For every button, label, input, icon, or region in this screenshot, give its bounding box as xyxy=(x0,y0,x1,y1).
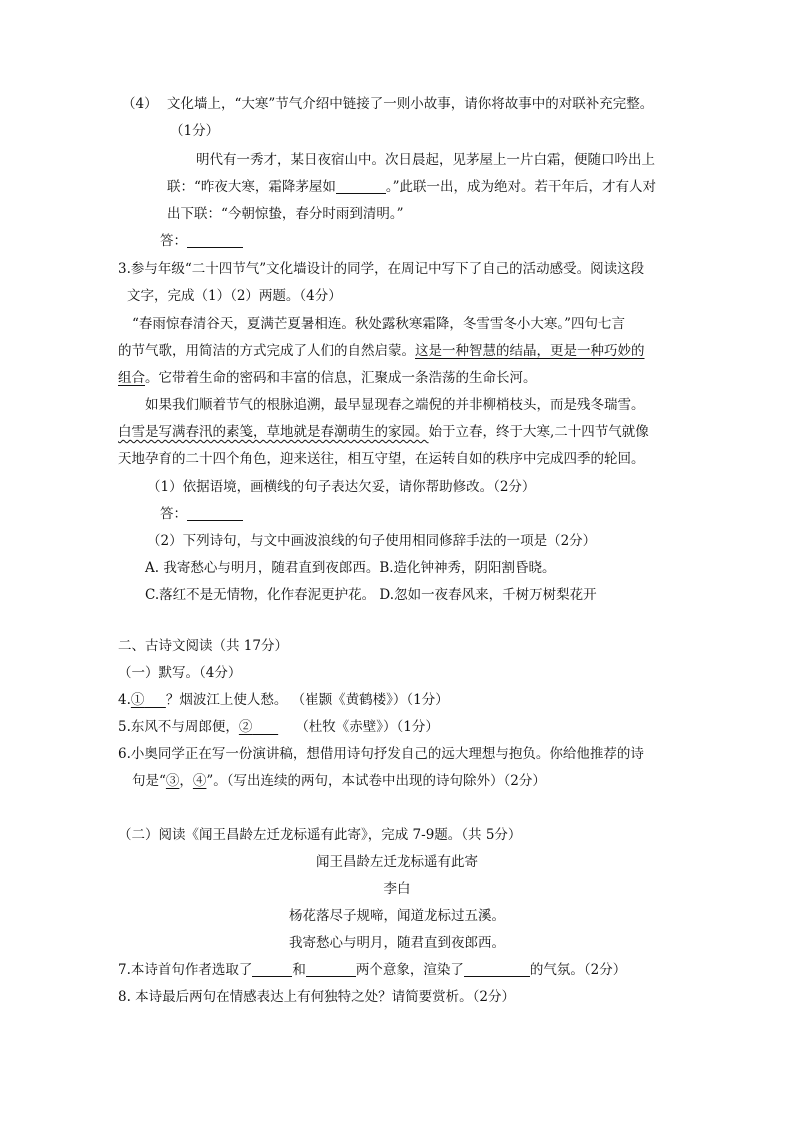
q3-answer: 答： xyxy=(160,506,243,524)
poem-title: 闻王昌龄左迁龙标遥有此寄 xyxy=(316,854,478,870)
q3-para1-line3: 组合。它带着生命的密码和丰富的信息，汇聚成一条浩荡的生命长河。 xyxy=(118,370,537,386)
q3-para2-line2: 白雪是写满春汛的素笺，草地就是春潮萌生的家园。始于立春，终于大寒,二十四节气就像 xyxy=(118,424,649,440)
q3-para2-line1: 如果我们顺着节气的根脉追溯，最早显现春之端倪的并非柳梢枝头，而是残冬瑞雪。 xyxy=(145,397,645,413)
poem-author: 李白 xyxy=(383,881,411,897)
q6-line2: 句是“③，④”。（写出连续的两句，本试卷中出现的诗句除外）（2分） xyxy=(132,773,546,789)
q3-answer-blank[interactable] xyxy=(187,507,243,522)
q7: 7.本诗首句作者选取了 和 两个意象，渲染了 的气氛。（2分） xyxy=(118,962,627,978)
q3-intro-line1: 3.参与年级“二十四节气”文化墙设计的同学，在周记中写下了自己的活动感受。阅读这段 xyxy=(118,261,645,277)
q3-para1-line1: “春雨惊春清谷天，夏满芒夏暑相连。秋处露秋寒霜降，冬雪雪冬小大寒。”四句七言 xyxy=(132,316,626,332)
part1-heading: （一）默写。（4分） xyxy=(118,665,242,681)
q7-blank-2[interactable] xyxy=(306,963,356,978)
q4-answer: 答： xyxy=(160,233,243,251)
underlined-sentence-end: 组合 xyxy=(118,370,145,386)
q4-prompt: 文化墙上，“大寒”节气介绍中链接了一则小故事，请你将故事中的对联补充完整。 xyxy=(167,96,654,112)
blank-1[interactable]: ① xyxy=(130,692,145,708)
q4-answer-blank[interactable] xyxy=(187,234,243,249)
q3-intro-line2: 文字，完成（1）（2）两题。（4分） xyxy=(127,288,342,304)
blank-4[interactable]: ④ xyxy=(192,773,207,789)
q3-sub2: （2）下列诗句，与文中画波浪线的句子使用相同修辞手法的一项是（2分） xyxy=(147,533,597,549)
q3-options-cd: C.落红不是无情物，化作春泥更护花。 D.忽如一夜春风来，千树万树梨花开 xyxy=(145,587,597,603)
part2-heading: （二）阅读《闻王昌龄左迁龙标遥有此寄》，完成 7-9题。（共 5分） xyxy=(118,827,522,843)
q4-story-line1: 明代有一秀才，某日夜宿山中。次日晨起，见茅屋上一片白霜，便随口吟出上 xyxy=(196,152,655,168)
section2-title: 二、古诗文阅读（共 17分） xyxy=(118,638,288,654)
q4-score: （1分） xyxy=(170,123,220,139)
q4-label: （4） xyxy=(122,96,158,112)
poem-line2: 我寄愁心与明月，随君直到夜郎西。 xyxy=(289,935,505,951)
q4-story-line3: 出下联：“今朝惊蛰，春分时雨到清明。” xyxy=(167,206,404,222)
q3-sub1: （1）依据语境，画横线的句子表达欠妥，请你帮助修改。（2分） xyxy=(147,479,536,495)
q7-blank-1[interactable] xyxy=(252,963,292,978)
q3-para2-line3: 天地孕育的二十四个角色，迎来送往，相互守望，在运转自如的秩序中完成四季的轮回。 xyxy=(118,451,645,467)
q5-recite: 5.东风不与周郎便，② （杜牧《赤壁》）（1分） xyxy=(118,719,439,735)
q4-recite: 4.① ？烟波江上使人愁。 （崔颢《黄鹤楼》）（1分） xyxy=(118,692,449,708)
blank-3[interactable]: ③ xyxy=(165,773,180,789)
wavy-sentence: 白雪是写满春汛的素笺，草地就是春潮萌生的家园。 xyxy=(118,424,429,440)
q3-para1-line2: 的节气歌，用简洁的方式完成了人们的自然启蒙。这是一种智慧的结晶，更是一种巧妙的 xyxy=(118,343,645,359)
poem-line1: 杨花落尽子规啼，闻道龙标过五溪。 xyxy=(289,908,505,924)
q4-blank[interactable] xyxy=(336,180,386,195)
q4-story-line2: 联：“昨夜大寒，霜降茅屋如 。”此联一出，成为绝对。若干年后，才有人对 xyxy=(167,179,657,195)
q6-line1: 6.小奥同学正在写一份演讲稿，想借用诗句抒发自己的远大理想与抱负。你给他推荐的诗 xyxy=(118,746,644,762)
underlined-sentence: 这是一种智慧的结晶，更是一种巧妙的 xyxy=(415,343,645,359)
q8: 8. 本诗最后两句在情感表达上有何独特之处？请简要赏析。（2分） xyxy=(118,989,516,1005)
blank-2[interactable]: ② xyxy=(238,719,253,735)
q3-options-ab: A. 我寄愁心与明月，随君直到夜郎西。B.造化钟神秀，阴阳割昏晓。 xyxy=(145,560,556,576)
q7-blank-3[interactable] xyxy=(464,963,530,978)
